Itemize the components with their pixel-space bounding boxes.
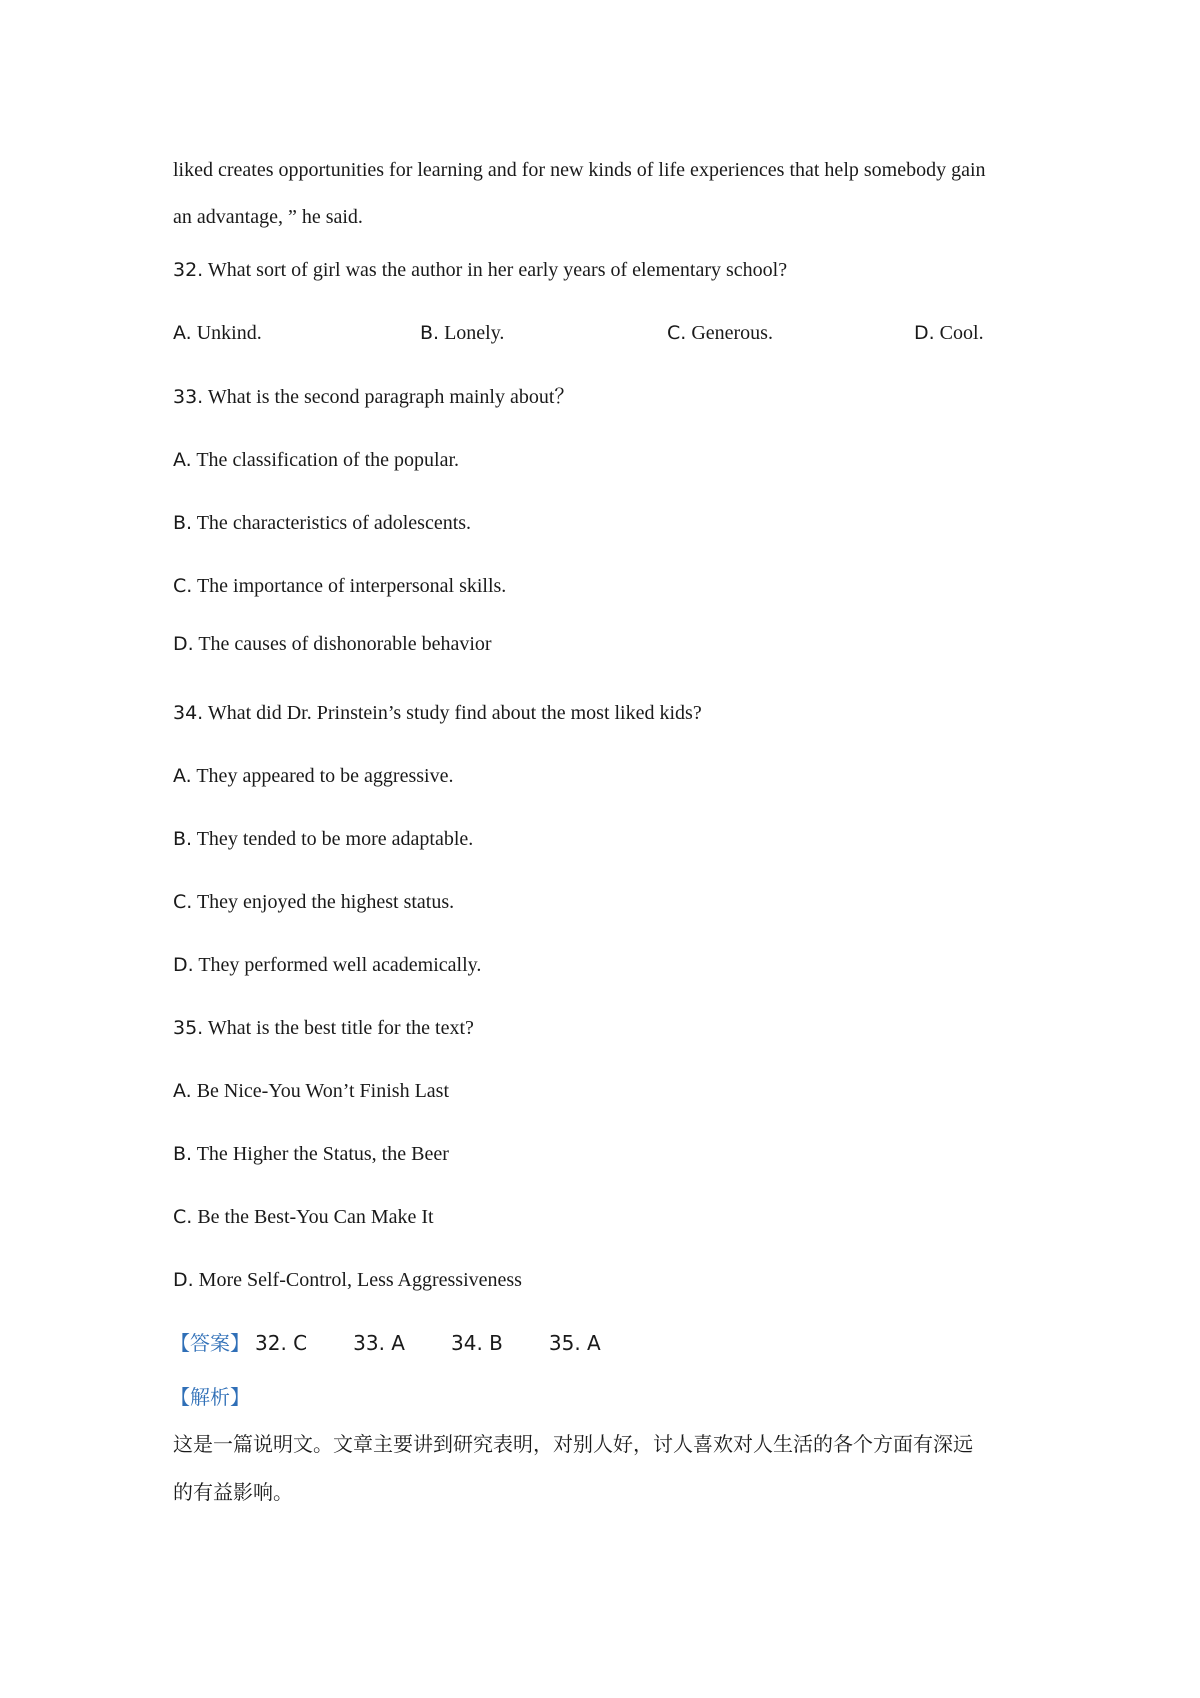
question-number: 34. [173,702,204,724]
q34-option-c [173,890,454,914]
option-letter: C. [667,322,687,344]
q35-option-a [173,1079,449,1103]
question-number: 32. [173,259,204,281]
option-text: Generous. [691,322,773,344]
option-letter: A. [173,449,192,471]
question-number: 33. [173,386,204,408]
option-text: Cool. [939,322,984,344]
option-letter: D. [914,322,935,344]
q32-option-c [667,321,773,345]
analysis-line-1: 这是一篇说明文。文章主要讲到研究表明，对别人好，讨人喜欢对人生活的各个方面有深远 [173,1432,973,1456]
option-letter: A. [173,322,192,344]
option-text: They tended to be more adaptable. [196,828,474,850]
question-text: What sort of girl was the author in her early years of elementary school? [207,259,788,281]
question-text: What is the best title for the text? [207,1017,474,1039]
q33-option-c [173,574,506,598]
q35-option-d [173,1268,522,1292]
q35-option-b [173,1142,449,1166]
q32-option-b [420,321,504,345]
option-letter: D. [173,633,194,655]
q33-option-d [173,632,492,656]
answer-item: 33. A [353,1331,405,1355]
q32-option-a [173,321,262,345]
q33-option-a [173,448,459,472]
option-letter: B. [173,828,193,850]
q34-option-d [173,953,481,977]
option-text: More Self-Control, Less Aggressiveness [198,1269,522,1291]
question-34 [173,701,702,725]
q32-option-d [914,321,984,345]
option-letter: D. [173,1269,194,1291]
analysis-label-text: 【解析】 [170,1385,250,1409]
q34-option-b [173,827,473,851]
option-text: Be the Best-You Can Make It [197,1206,434,1228]
analysis-label [170,1385,250,1410]
option-text: The classification of the popular. [196,449,460,471]
option-letter: B. [173,1143,193,1165]
option-text: The causes of dishonorable behavior [198,633,492,655]
q34-option-a [173,764,453,788]
q33-option-b [173,511,471,535]
q35-option-c [173,1205,434,1229]
option-letter: C. [173,575,193,597]
analysis-line-2: 的有益影响。 [173,1480,293,1504]
option-text: The characteristics of adolescents. [196,512,472,534]
question-35 [173,1016,474,1040]
option-text: The Higher the Status, the Beer [196,1143,449,1165]
answer-item: 32. C [255,1331,308,1355]
question-text: What is the second paragraph mainly about？ [207,386,575,408]
option-letter: B. [420,322,440,344]
question-33 [173,385,574,409]
option-text: Lonely. [444,322,505,344]
answer-line [170,1331,601,1356]
option-letter: D. [173,954,194,976]
answer-item: 35. A [548,1331,601,1355]
option-text: The importance of interpersonal skills. [196,575,507,597]
answer-label: 【答案】 [170,1331,250,1355]
question-number: 35. [173,1017,204,1039]
option-text: Be Nice-You Won’t Finish Last [196,1080,449,1102]
option-text: They enjoyed the highest status. [196,891,455,913]
option-letter: B. [173,512,193,534]
passage-line-1: liked creates opportunities for learning and for new kinds of life experiences that help somebody gain [173,159,986,181]
option-letter: C. [173,891,193,913]
option-text: They performed well academically. [198,954,482,976]
option-letter: A. [173,1080,192,1102]
option-text: Unkind. [196,322,262,344]
question-32 [173,258,787,282]
option-text: They appeared to be aggressive. [196,765,454,787]
question-text: What did Dr. Prinstein’s study find about the most liked kids? [207,702,702,724]
passage-line-2: an advantage, ” he said. [173,206,363,228]
option-letter: C. [173,1206,193,1228]
answer-item: 34. B [451,1331,503,1355]
option-letter: A. [173,765,192,787]
